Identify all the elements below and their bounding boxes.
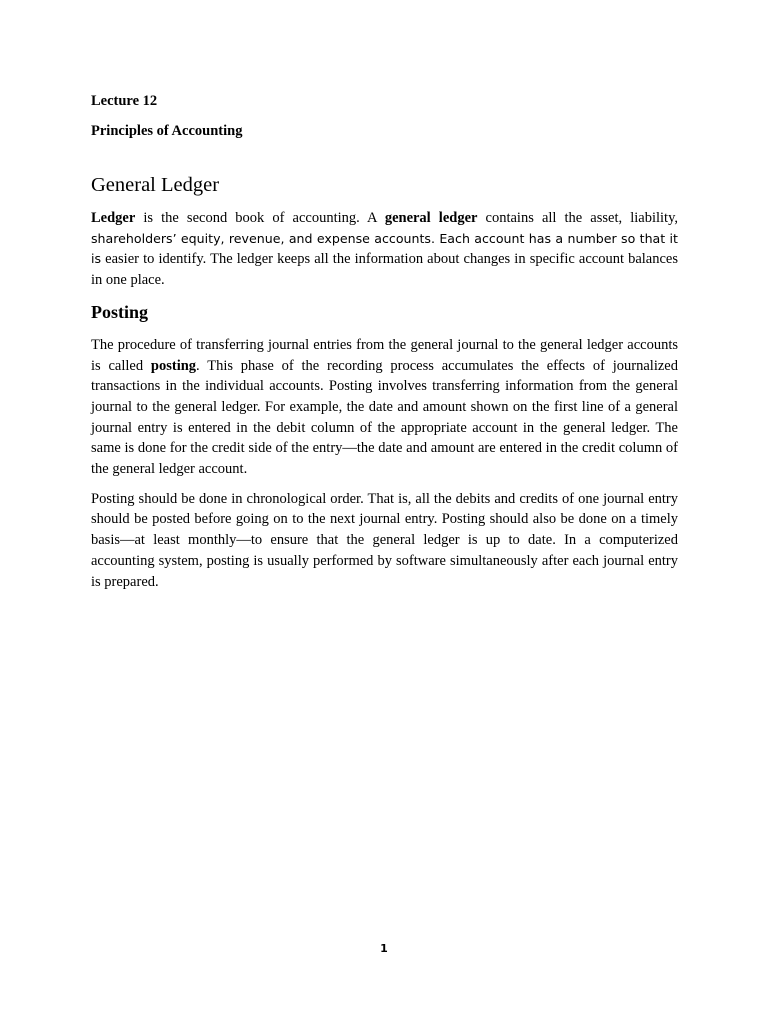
lecture-label: Lecture 12 xyxy=(91,93,158,109)
intro-text-sans: shareholders’ equity, revenue, and expense accounts. Each account has a number so that it is xyxy=(91,230,678,267)
term-posting: posting xyxy=(150,357,197,374)
posting-paragraph-1 xyxy=(91,335,678,480)
intro-text-3: easier to identify. The ledger keeps all the information about changes in specific account balances in one place. xyxy=(91,251,678,289)
posting-text-2: . This phase of the recording process accumulates the effects of journalized transactions in the individual accounts. Posting involves transferring information from the general journal to the general ledger. For example, the date and amount shown on the first line of a general journal entry is entered in the debit column of the appropriate account in the general ledger. The same is done for the credit side of the entry—the date and amount are entered in the credit column of the general ledger account. xyxy=(91,357,678,478)
term-ledger: Ledger xyxy=(91,210,136,226)
posting-paragraph-2: Posting should be done in chronological order. That is, all the debits and credits of one journal entry should be posted before going on to the next journal entry. Posting should also be done on a timely basis—at least monthly—to ensure that the general ledger is up to date. In a computerized accounting system, posting is usually performed by software simultaneously after each journal entry is prepared. xyxy=(91,490,678,590)
page-number: 1 xyxy=(380,942,388,955)
section-heading-general-ledger: General Ledger xyxy=(91,174,220,196)
general-ledger-paragraph xyxy=(91,208,678,291)
subsection-heading-posting: Posting xyxy=(91,301,149,322)
intro-text-1: is the second book of accounting. A xyxy=(135,210,385,226)
term-general-ledger: general ledger xyxy=(384,210,478,226)
course-title: Principles of Accounting xyxy=(91,123,243,139)
intro-text-2: contains all the asset, liability, xyxy=(477,210,678,226)
posting-text-1: The procedure of transferring journal entries from the general journal to the general ledger accounts is called xyxy=(91,336,678,374)
page-content xyxy=(91,91,678,592)
